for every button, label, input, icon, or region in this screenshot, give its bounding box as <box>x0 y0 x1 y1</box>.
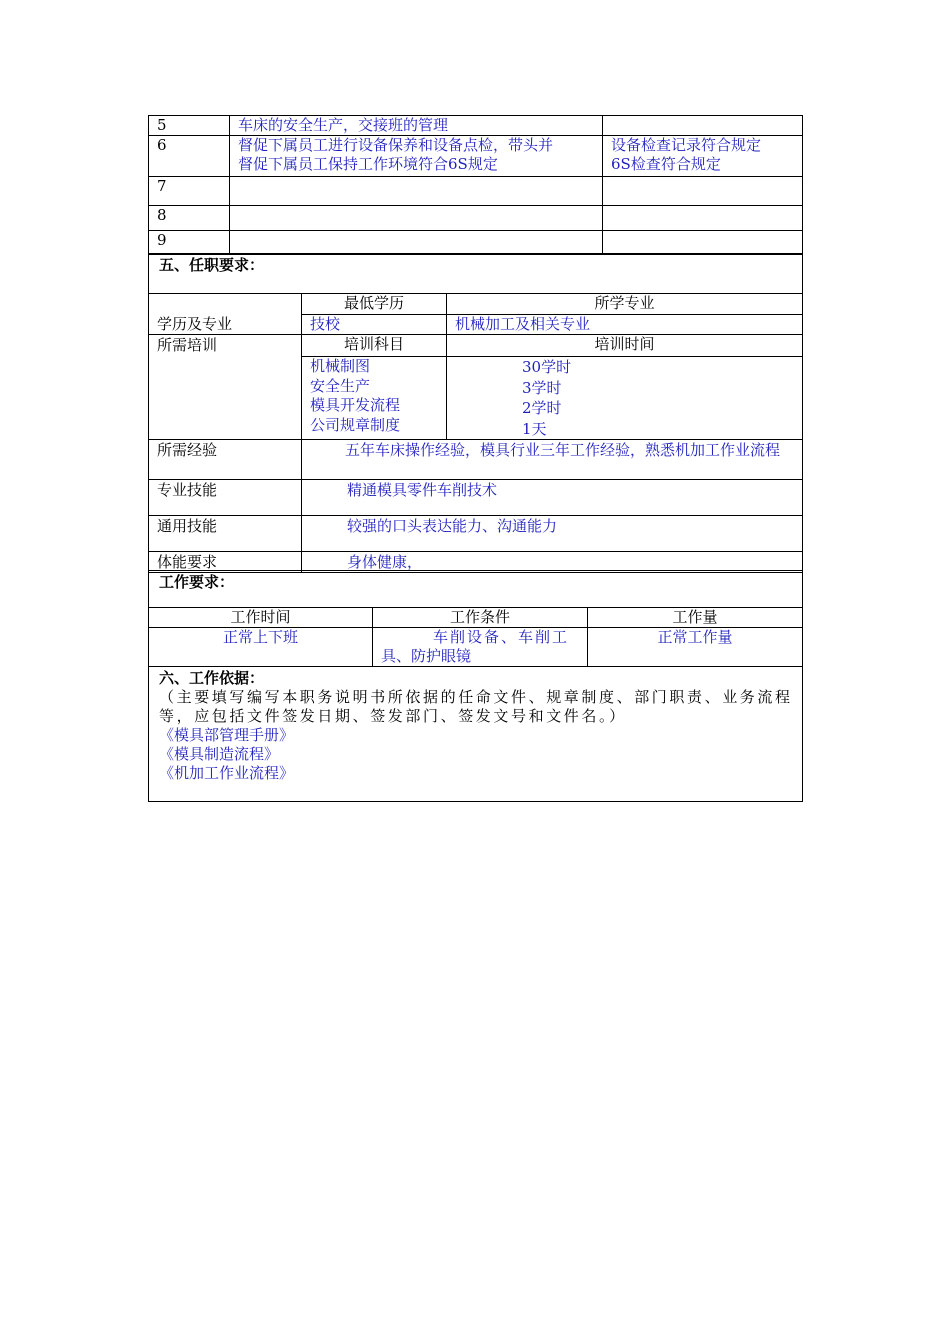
training-subject-header: 培训科目 <box>302 335 447 357</box>
duty-no: 7 <box>149 177 230 206</box>
duty-standard-line: 设备检查记录符合规定 <box>611 136 762 154</box>
work-requirements-table <box>148 570 802 802</box>
duty-content-line: 督促下属员工保持工作环境符合6S规定 <box>238 155 498 173</box>
section6-note-line: 等，应包括文件签发日期、签发部门、签发文号和文件名。） <box>159 707 627 725</box>
duty-content <box>230 231 603 255</box>
duty-standard <box>603 231 803 255</box>
duty-row <box>149 206 803 231</box>
duty-standard <box>603 206 803 231</box>
reference-document: 《机加工作业流程》 <box>159 764 295 782</box>
work-time-header: 工作时间 <box>149 608 373 628</box>
training-time-header: 培训时间 <box>447 335 803 357</box>
physical-value: 身体健康， <box>302 552 803 573</box>
work-condition-value <box>373 628 588 667</box>
education-label: 学历及专业 <box>149 294 302 335</box>
major-header: 所学专业 <box>447 294 803 315</box>
duty-no: 8 <box>149 206 230 231</box>
duty-standard <box>603 136 803 177</box>
training-time: 1天 <box>522 419 547 438</box>
training-time: 30学时 <box>522 358 572 376</box>
duty-content <box>230 136 603 177</box>
training-time: 2学时 <box>522 399 562 417</box>
work-amount-value: 正常工作量 <box>588 628 803 667</box>
duty-no: 5 <box>149 116 230 136</box>
duty-standard-line: 6S检查符合规定 <box>611 155 721 173</box>
professional-skill-label: 专业技能 <box>149 480 302 516</box>
duty-content <box>230 116 603 136</box>
training-subject: 公司规章制度 <box>310 415 401 434</box>
duty-table <box>148 115 802 255</box>
section6-title: 六、工作依据： <box>159 669 265 687</box>
reference-document: 《模具部管理手册》 <box>159 726 295 744</box>
general-skill-value: 较强的口头表达能力、沟通能力 <box>302 516 803 552</box>
duty-standard <box>603 177 803 206</box>
professional-skill-value: 精通模具零件车削技术 <box>302 480 803 516</box>
section6-note-line: （主要填写编写本职务说明书所依据的任命文件、规章制度、部门职责、业务流程 <box>159 688 793 706</box>
training-times <box>447 357 803 440</box>
duty-row <box>149 116 803 136</box>
training-subjects <box>302 357 447 440</box>
work-condition-line: 车削设备、车削工 <box>433 628 570 646</box>
duty-content-line: 车床的安全生产，交接班的管理 <box>238 116 449 134</box>
experience-label: 所需经验 <box>149 440 302 480</box>
general-skill-label: 通用技能 <box>149 516 302 552</box>
experience-value: 五年车床操作经验，模具行业三年工作经验，熟悉机加工作业流程 <box>302 440 803 480</box>
requirements-table <box>148 253 802 573</box>
training-time: 3学时 <box>522 378 562 397</box>
work-req-title: 工作要求： <box>149 571 803 608</box>
section6-cell <box>149 667 803 802</box>
min-education-value: 技校 <box>302 315 447 335</box>
duty-no: 9 <box>149 231 230 255</box>
training-label: 所需培训 <box>149 335 302 440</box>
duty-row <box>149 136 803 177</box>
work-amount-header: 工作量 <box>588 608 803 628</box>
duty-no: 6 <box>149 136 230 177</box>
duty-content-line: 督促下属员工进行设备保养和设备点检，带头并 <box>238 136 554 154</box>
training-subject: 安全生产 <box>310 376 371 395</box>
duty-row <box>149 231 803 255</box>
physical-label: 体能要求 <box>149 552 302 573</box>
duty-standard <box>603 116 803 136</box>
work-time-value: 正常上下班 <box>149 628 373 667</box>
training-subject: 机械制图 <box>310 357 371 375</box>
work-condition-header: 工作条件 <box>373 608 588 628</box>
section5-title: 五、任职要求： <box>149 254 803 294</box>
reference-document: 《模具制造流程》 <box>159 745 280 763</box>
work-condition-line: 具、防护眼镜 <box>381 647 472 665</box>
duty-content <box>230 206 603 231</box>
min-education-header: 最低学历 <box>302 294 447 315</box>
duty-row <box>149 177 803 206</box>
training-subject: 模具开发流程 <box>310 396 401 414</box>
major-value: 机械加工及相关专业 <box>447 315 803 335</box>
duty-content <box>230 177 603 206</box>
